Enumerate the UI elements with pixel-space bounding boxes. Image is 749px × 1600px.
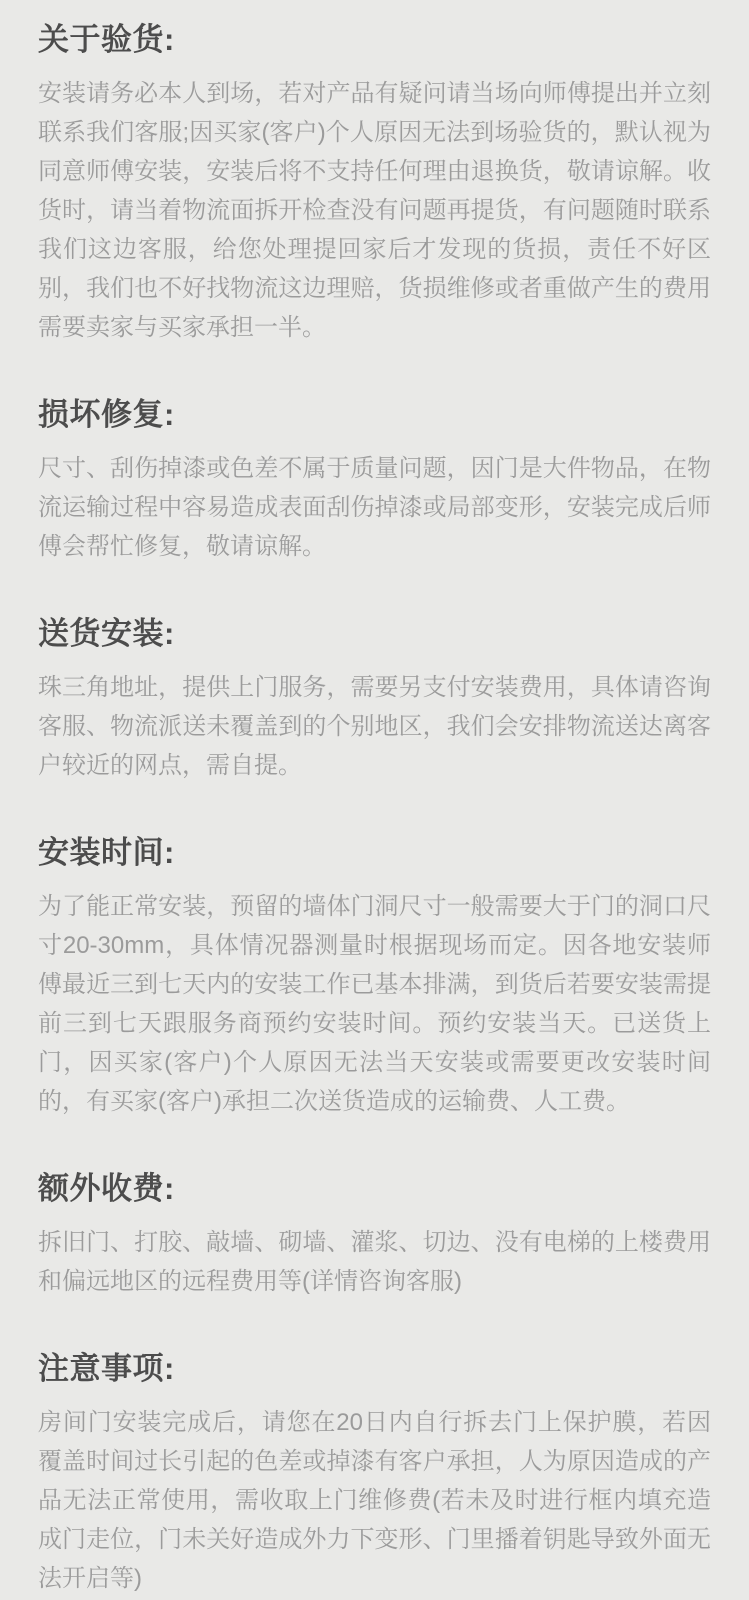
- section-inspection-title: 关于验货:: [38, 22, 175, 57]
- section-delivery-install-body: 珠三角地址，提供上门服务，需要另支付安装费用，具体请咨询客服、物流派送未覆盖到的个别地区，我们会安排物流送达离客户较近的网点，需自提。: [38, 674, 711, 779]
- section-precautions: [38, 1351, 711, 1598]
- section-inspection: [38, 22, 711, 347]
- section-delivery-install-title: 送货安装:: [38, 616, 175, 651]
- section-install-time-title: 安装时间:: [38, 835, 175, 870]
- section-install-time: [38, 835, 711, 1121]
- section-extra-fees: [38, 1171, 711, 1301]
- section-damage-repair: [38, 397, 711, 566]
- section-extra-fees-body: 拆旧门、打胶、敲墙、砌墙、灌浆、切边、没有电梯的上楼费用和偏远地区的远程费用等(详情咨询客服): [38, 1229, 711, 1295]
- section-extra-fees-title: 额外收费:: [38, 1171, 175, 1206]
- section-damage-repair-body: 尺寸、刮伤掉漆或色差不属于质量问题，因门是大件物品，在物流运输过程中容易造成表面刮伤掉漆或局部变形，安装完成后师傅会帮忙修复，敬请谅解。: [38, 455, 711, 560]
- section-delivery-install: [38, 616, 711, 785]
- section-precautions-title: 注意事项:: [38, 1351, 175, 1386]
- section-install-time-body: 为了能正常安装，预留的墙体门洞尺寸一般需要大于门的洞口尺寸20-30mm，具体情况器测量时根据现场而定。因各地安装师傅最近三到七天内的安装工作已基本排满，到货后若要安装需提前三到七天跟服务商预约安装时间。预约安装当天。已送货上门，因买家(客户)个人原因无法当天安装或需要更改安装时间的，有买家(客户)承担二次送货造成的运输费、人工费。: [38, 893, 711, 1115]
- section-damage-repair-title: 损坏修复:: [38, 397, 175, 432]
- section-inspection-body: 安装请务必本人到场，若对产品有疑问请当场向师傅提出并立刻联系我们客服;因买家(客户)个人原因无法到场验货的，默认视为同意师傅安装，安装后将不支持任何理由退换货，敬请谅解。收货时，请当着物流面拆开检查没有问题再提货，有问题随时联系我们这边客服，给您处理提回家后才发现的货损，责任不好区别，我们也不好找物流这边理赔，货损维修或者重做产生的费用需要卖家与买家承担一半。: [38, 80, 711, 341]
- section-precautions-body: 房间门安装完成后，请您在20日内自行拆去门上保护膜，若因覆盖时间过长引起的色差或掉漆有客户承担，人为原因造成的产品无法正常使用，需收取上门维修费(若未及时进行框内填充造成门走位，门未关好造成外力下变形、门里播着钥匙导致外面无法开启等): [38, 1409, 711, 1592]
